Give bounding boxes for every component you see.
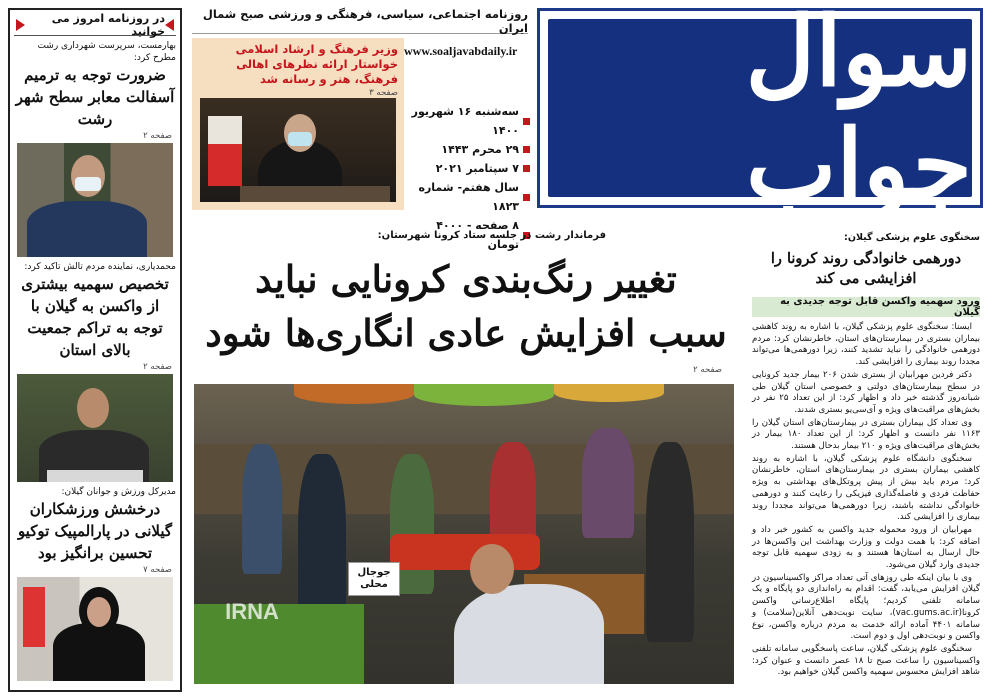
date-row: سال هفتم- شماره ۱۸۲۳ <box>404 178 530 216</box>
sidebar-item-kicker: مدیرکل ورزش و جوانان گیلان: <box>61 487 176 497</box>
sidebar-header: در روزنامه امروز می خوانید <box>14 14 176 36</box>
bullet-square-icon <box>523 165 530 172</box>
sidebar-item-kicker: بهارمست، سرپرست شهرداری رشت مطرح کرد: <box>37 41 176 63</box>
sidebar-item[interactable] <box>14 486 176 681</box>
bullet-square-icon <box>523 118 530 125</box>
tagline: روزنامه اجتماعی، سیاسی، فرهنگی و ورزشی صبح شمال ایران <box>202 6 528 35</box>
microphone-desk-image <box>47 470 143 482</box>
mp-photo <box>17 374 173 482</box>
date-row: ۲۹ محرم ۱۴۴۳ <box>404 140 530 159</box>
sidebar-item[interactable] <box>14 261 176 482</box>
main-headline-line[interactable]: تغییر رنگ‌بندی کرونایی نباید <box>255 257 677 301</box>
minister-news-box[interactable] <box>192 38 404 210</box>
story-paragraph: وی با بیان اینکه طی روزهای آتی تعداد مراکز واکسیناسیون در گیلان افزایش می‌یابد، گفت: اقدام به راه‌اندازی دو پایگاه و یک سامانه تلفنی کردیم؛ پایگاه اطلاع‌رسانی واکسن کرونا(vac.gums.ac.ir)، سایت نوبت‌دهی آنلاین(سلامت) و سامانه ۴۴۰۱ آماده ارائه خدمت به مردم درباره واکسن، نوع واکسن و نوبت‌دهی اول و دوم است. <box>752 572 980 642</box>
person-face-image <box>87 597 111 627</box>
date-row: ۷ سپتامبر ۲۰۲۱ <box>404 159 530 178</box>
vendor-head-image <box>470 544 514 594</box>
price-sign: جوجال محلی <box>348 562 400 596</box>
newspaper-logo: سوال جواب <box>745 0 972 221</box>
desk-image <box>240 186 390 202</box>
story-subhead: ورود سهمیه واکسن قابل توجه جدیدی به گیلان <box>752 297 980 317</box>
triangle-right-icon <box>165 19 174 31</box>
story-paragraph: سخنگوی دانشگاه علوم پزشکی گیلان، با اشاره به روند کاهشی بیماران بستری در بیمارستان‌های استان، خاطرنشان کرد: مردم باید بیش از پیش پروتکل‌های بهداشتی به ویژه حفاظت فردی و فاصله‌گذاری فیزیکی را رعایت کنند و دورهمی خانوادگی نداشته باشند، زیرا دورهمی‌ها می‌تواند مجددا روند بیماری را افزایشی کند. <box>752 453 980 523</box>
story-paragraph: دکتر فردین مهرابیان از بستری شدن ۲۰۶ بیمار جدید کرونایی در سطح بیمارستان‌های دولتی و خصوصی استان گیلان طی شبانه‌روز گذشته خبر داد و اظهار کرد: از این تعداد ۲۵ نفر در بخش‌های مراقبت‌های ویژه و آی‌سی‌یو بستری شدند. <box>752 369 981 415</box>
sidebar-item-title[interactable]: درخشش ورزشکاران گیلانی در پارالمپیک توکیو تحسین برانگیز بود <box>17 500 173 562</box>
shopper-image <box>242 444 282 574</box>
in-this-issue-sidebar <box>8 8 182 692</box>
masthead <box>537 0 983 221</box>
market-photo <box>194 384 734 684</box>
sidebar-item-title[interactable]: ضرورت توجه به ترمیم آسفالت معابر سطح شهر رشت <box>15 66 175 128</box>
bullet-square-icon <box>523 146 530 153</box>
triangle-left-icon <box>16 19 25 31</box>
page-reference: صفحه ۳ <box>369 88 398 98</box>
shopper-image <box>646 442 694 642</box>
face-mask-image <box>288 132 312 146</box>
person-suit-image <box>27 201 147 257</box>
page-reference: صفحه ۷ <box>143 565 172 575</box>
story-title[interactable]: دورهمی خانوادگی روند کرونا را افزایشی می کند <box>770 250 962 287</box>
main-headline[interactable] <box>196 252 736 360</box>
story-body <box>752 322 980 679</box>
umbrella-image <box>294 384 414 404</box>
mayor-photo <box>17 143 173 257</box>
story-paragraph: ایسنا: سخنگوی علوم پزشکی گیلان، با اشاره به روند کاهشی بیماران بستری در بیمارستان‌های استان، خاطرنشان کرد: مردم دورهمی خانوادگی را نباید تشدید کنند، زیرا دورهمی‌ها می‌تواند مجددا روند بیماری را افزایشی کند. <box>752 322 980 368</box>
shopper-image <box>582 428 634 538</box>
minister-headline[interactable]: وزیر فرهنگ و ارشاد اسلامی خواستار ارائه نظرهای اهالی فرهنگ، هنر و رسانه شد <box>235 42 398 86</box>
date-row: ۸ صفحه - ۴۰۰۰ تومان <box>404 216 530 254</box>
main-kicker: فرماندار رشت در جلسه ستاد کرونا شهرستان: <box>377 230 606 241</box>
story-kicker: سخنگوی علوم پزشکی گیلان: <box>844 232 980 243</box>
minister-photo <box>200 98 396 202</box>
face-mask-image <box>75 177 101 191</box>
page-reference: صفحه ۲ <box>143 131 172 141</box>
bullet-square-icon <box>523 194 530 201</box>
iran-flag-image <box>208 116 242 186</box>
main-headline-line[interactable]: سبب افزایش عادی انگاری‌ها شود <box>205 311 727 355</box>
irna-watermark: IRNA <box>225 599 279 624</box>
sports-director-photo <box>17 577 173 681</box>
person-head-image <box>77 388 109 428</box>
tagline-bar <box>192 8 528 34</box>
sidebar-item-title[interactable]: تخصیص سهمیه بیشتری از واکسن به گیلان با توجه به تراکم جمعیت بالای استان <box>21 275 169 359</box>
story-paragraph: وی تعداد کل بیماران بستری در بیمارستان‌های استان گیلان را ۱۱۶۳ نفر دانست و اظهار کرد: از این تعداد ۱۸۰ بیمار در بخش‌های مراقبت‌های ویژه و ۲۱۰ بیمار بدحال هستند. <box>752 417 980 452</box>
page-reference: صفحه ۲ <box>693 365 722 375</box>
flag-image <box>23 587 45 647</box>
umbrella-image <box>414 384 554 406</box>
vendor-image <box>454 584 604 684</box>
date-row: سه‌شنبه ۱۶ شهریور ۱۴۰۰ <box>404 102 530 140</box>
umbrella-image <box>554 384 664 402</box>
website-url[interactable]: www.soaljavabdaily.ir <box>404 44 518 58</box>
story-paragraph: مهرابیان از ورود محموله جدید واکسن به کشور خبر داد و اضافه کرد: با همت دولت و وزارت بهداشت این واکسن‌ها در حال ارسال به استان‌ها هستند و به زودی سهمیه قابل توجه جدیدی وارد گیلان می‌شود. <box>752 524 980 571</box>
page-reference: صفحه ۲ <box>143 362 172 372</box>
masthead-logo-panel <box>548 0 972 221</box>
sidebar-item-kicker: محمدیاری، نماینده مردم تالش تاکید کرد: <box>24 262 176 272</box>
sidebar-item[interactable] <box>14 40 176 257</box>
story-paragraph: سخنگوی علوم پزشکی گیلان، ساعت پاسخگویی سامانه تلفنی واکسیناسیون را ساعت صبح تا ۱۸ عصر دانست و عنوان کرد: شاهد افزایش محسوس سهمیه واکسن گیلان خواهیم بود. <box>752 643 980 678</box>
right-column-story <box>748 230 984 692</box>
tomatoes-image <box>390 534 540 570</box>
